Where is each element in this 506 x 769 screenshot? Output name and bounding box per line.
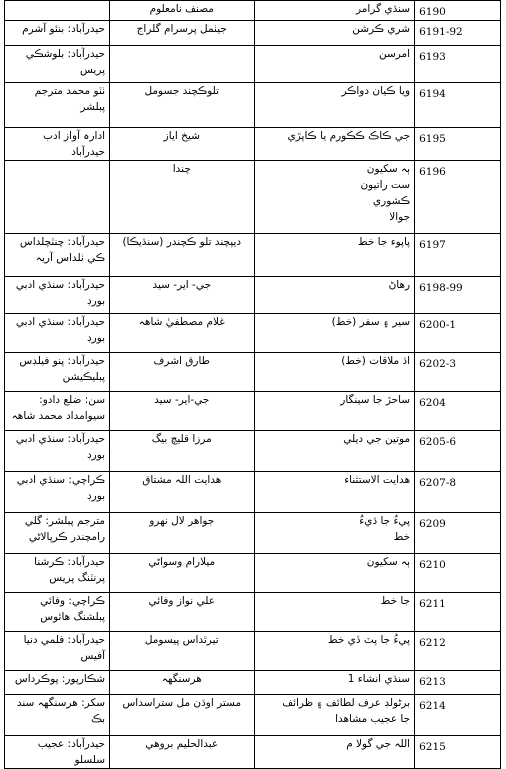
author-cell: مستر اوڌن مل ستراسداس — [110, 695, 254, 736]
entry-number-cell: 6190 — [415, 1, 501, 21]
publisher-cell: ڪراچي: سنڌي ادبي بورڊ — [5, 472, 110, 513]
title-cell: برٹولڊ عرف لطائف ۽ ظرائف جا عجيب مشاهدا — [254, 695, 415, 736]
publisher-cell: حيدرآباد: سنڌي ادبي بورڊ — [5, 314, 110, 353]
publisher-cell: حيدرآباد: بنئو آشرم — [5, 21, 110, 46]
author-cell: طارق اشرف — [110, 353, 254, 392]
table-row — [5, 513, 501, 554]
entry-number-cell: 6202-3 — [415, 353, 501, 392]
author-cell: شيخ اياز — [110, 128, 254, 161]
entry-number-cell: 6196 — [415, 161, 501, 234]
entry-number-cell: 6195 — [415, 128, 501, 161]
table-row — [5, 593, 501, 632]
title-cell: ساحڙ جا سينگار — [254, 392, 415, 431]
publisher-cell: حيدرآباد: عجيب سلسلو — [5, 736, 110, 769]
publisher-cell: ڪراچي: وفائي پبلشنگ هائوس — [5, 593, 110, 632]
entry-number-cell: 6210 — [415, 554, 501, 593]
title-cell: موتين جي ديلي — [254, 431, 415, 472]
author-cell: جي- اير- سيد — [110, 277, 254, 314]
publisher-cell: ٺٽو محمد مترجم پبلشر — [5, 83, 110, 128]
author-cell: عبدالحليم بروهي — [110, 736, 254, 769]
publisher-cell: حيدرآباد: چنٽچلداس ڪي ٺلداس آريہ — [5, 234, 110, 277]
publisher-cell: سکر: هرسنگهہ سند بڪ — [5, 695, 110, 736]
publisher-cell: حيدرآباد: فلمي دنيا آفيس — [5, 632, 110, 671]
entry-number-cell: 6205-6 — [415, 431, 501, 472]
table-row — [5, 695, 501, 736]
author-cell: تيرٿداس پيسومل — [110, 632, 254, 671]
title-cell: رهاڻ — [254, 277, 415, 314]
author-cell: جواهر لال نهرو — [110, 513, 254, 554]
title-cell: شري ڪرشن — [254, 21, 415, 46]
publisher-cell — [5, 1, 110, 21]
title-cell: ٻہ سکيون — [254, 554, 415, 593]
title-cell: پيءُ جا پٽ ڏي خط — [254, 632, 415, 671]
table-row — [5, 671, 501, 695]
author-cell: هرسنگهہ — [110, 671, 254, 695]
author-cell: تلوڪچند جسومل — [110, 83, 254, 128]
entry-number-cell: 6209 — [415, 513, 501, 554]
table-row — [5, 128, 501, 161]
publisher-cell: حيدرآباد: پنو فيلڊس پبليڪيشن — [5, 353, 110, 392]
publisher-cell: حيدرآباد: ڪرشنا پرنٽنگ پريس — [5, 554, 110, 593]
table-row — [5, 1, 501, 21]
table-row — [5, 83, 501, 128]
table-row — [5, 161, 501, 234]
author-cell: غلام مصطفيٰ شاهہ — [110, 314, 254, 353]
author-cell: جيٺمل پرسرام گلراج — [110, 21, 254, 46]
title-cell: پيءُ جا ڌيءُ خط — [254, 513, 415, 554]
entry-number-cell: 6198-99 — [415, 277, 501, 314]
title-cell: سنڌي انشاء 1 — [254, 671, 415, 695]
entry-number-cell: 6207-8 — [415, 472, 501, 513]
entry-number-cell: 6191-92 — [415, 21, 501, 46]
entry-number-cell: 6214 — [415, 695, 501, 736]
table-row — [5, 277, 501, 314]
author-cell: مرزا قليچ بيگ — [110, 431, 254, 472]
title-cell: جا خط — [254, 593, 415, 632]
entry-number-cell: 6204 — [415, 392, 501, 431]
author-cell: ميلارام وسواڻي — [110, 554, 254, 593]
title-cell: پاپوء جا خط — [254, 234, 415, 277]
title-cell: اللہ جي گولا م — [254, 736, 415, 769]
entry-number-cell: 6200-1 — [415, 314, 501, 353]
table-row — [5, 431, 501, 472]
title-cell: سير ۽ سفر (خط) — [254, 314, 415, 353]
author-cell: چندا — [110, 161, 254, 234]
table-row — [5, 736, 501, 769]
author-cell — [110, 46, 254, 83]
author-cell: مصنف نامعلوم — [110, 1, 254, 21]
table-row — [5, 472, 501, 513]
title-cell: سنڌي گرامر — [254, 1, 415, 21]
author-cell: هدايت اللہ مشتاق — [110, 472, 254, 513]
title-cell: اڌ ملاقات (خط) — [254, 353, 415, 392]
publisher-cell — [5, 161, 110, 234]
entry-number-cell: 6194 — [415, 83, 501, 128]
publisher-cell: سن: ضلع دادو: سيوامداد محمد شاهہ — [5, 392, 110, 431]
publisher-cell: حيدرآباد: بلوشڪي پريس — [5, 46, 110, 83]
entry-number-cell: 6215 — [415, 736, 501, 769]
title-cell: امرسن — [254, 46, 415, 83]
entry-number-cell: 6211 — [415, 593, 501, 632]
entry-number-cell: 6213 — [415, 671, 501, 695]
table-row — [5, 234, 501, 277]
author-cell: علي نواز وفائي — [110, 593, 254, 632]
table-row — [5, 46, 501, 83]
table-row — [5, 392, 501, 431]
table-row — [5, 21, 501, 46]
title-cell: جي ڪاڪ ڪڪورم يا ڪاپڙي — [254, 128, 415, 161]
publisher-cell: حيدرآباد: سنڌي ادبي بورڊ — [5, 277, 110, 314]
publisher-cell: شڪارپور: پوڪرداس — [5, 671, 110, 695]
title-cell: هدايت الاستثناء — [254, 472, 415, 513]
table-row — [5, 632, 501, 671]
entry-number-cell: 6197 — [415, 234, 501, 277]
catalog-table — [4, 0, 501, 769]
publisher-cell: ادارہ آواز ادب حيدرآباد — [5, 128, 110, 161]
entry-number-cell: 6212 — [415, 632, 501, 671]
author-cell: ديپچند تلو ڪچندر (سنڌيڪا) — [110, 234, 254, 277]
publisher-cell: مترجم پبلشر: گلي رامچندر ڪرپالاڻي — [5, 513, 110, 554]
publisher-cell: حيدرآباد: سنڌي ادبي بورڊ — [5, 431, 110, 472]
title-cell: ٻہ سکيون ست راتيون ڪشوري جوالا — [254, 161, 415, 234]
author-cell: جي-اير- سيد — [110, 392, 254, 431]
title-cell: ويا ڪيان دواڪر — [254, 83, 415, 128]
table-row — [5, 353, 501, 392]
entry-number-cell: 6193 — [415, 46, 501, 83]
table-row — [5, 554, 501, 593]
table-row — [5, 314, 501, 353]
